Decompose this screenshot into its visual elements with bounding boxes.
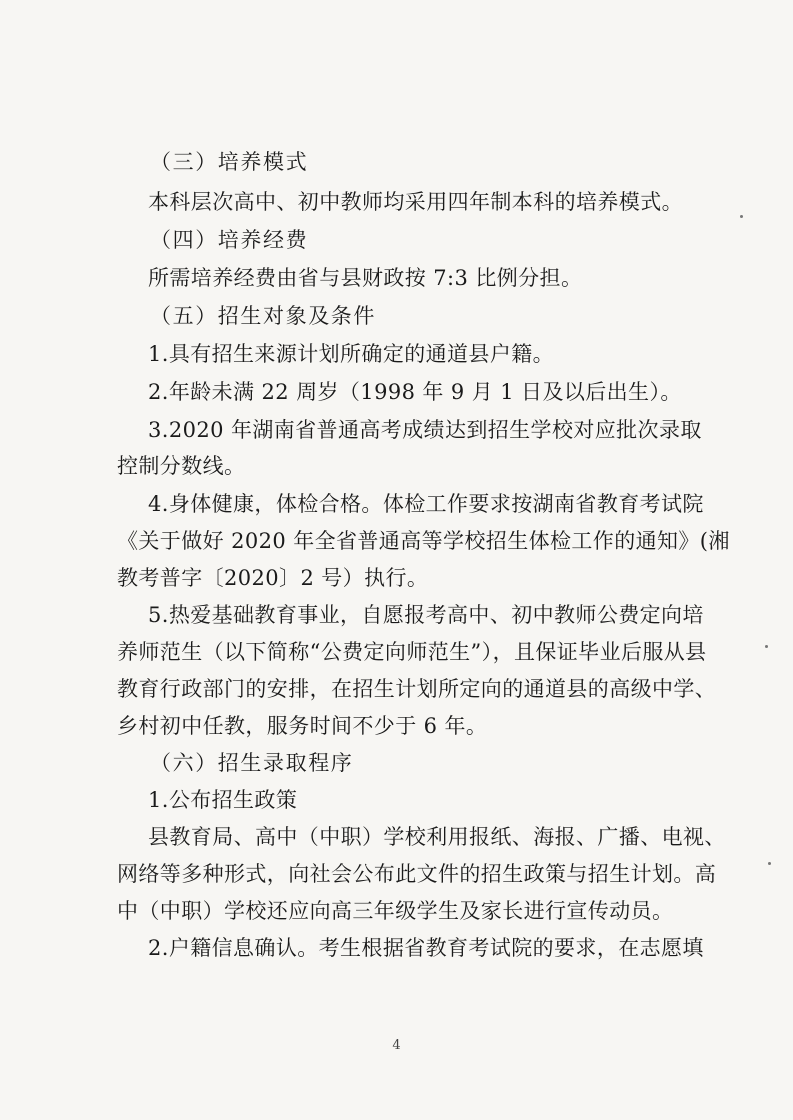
paragraph-line: 1.具有招生来源计划所确定的通道县户籍。 [148,342,555,366]
paragraph-line: 养师范生（以下简称“公费定向师范生”），且保证毕业后服从县 [117,640,707,664]
section-heading-admission-procedure: （六）招生录取程序 [150,751,354,775]
paragraph-line: 2.户籍信息确认。考生根据省教育考试院的要求，在志愿填 [148,936,704,960]
paragraph-line: 教育行政部门的安排，在招生计划所定向的通道县的高级中学、 [117,677,717,701]
paragraph-line: 2.年龄未满 22 周岁（1998 年 9 月 1 日及以后出生）。 [148,380,682,404]
paragraph-line: 3.2020 年湖南省普通高考成绩达到招生学校对应批次录取 [148,418,702,442]
paragraph-line: 中（中职）学校还应向高三年级学生及家长进行宣传动员。 [117,899,674,923]
section-heading-enrollment-conditions: （五）招生对象及条件 [150,304,376,328]
paragraph-line: 《关于做好 2020 年全省普通高等学校招生体检工作的通知》(湘 [117,529,730,553]
paragraph-line: 控制分数线。 [117,454,246,478]
scan-speck [740,215,743,218]
paragraph-line: 5.热爱基础教育事业，自愿报考高中、初中教师公费定向培 [148,603,704,627]
paragraph-line: 4.身体健康，体检合格。体检工作要求按湖南省教育考试院 [148,492,704,516]
paragraph-line: 网络等多种形式，向社会公布此文件的招生政策与招生计划。高 [117,862,717,886]
section-heading-training-mode: （三）培养模式 [150,150,309,174]
scan-speck [768,862,771,865]
paragraph-line: 1.公布招生政策 [148,788,298,812]
section-heading-training-funding: （四）培养经费 [150,228,309,252]
paragraph-line: 教考普字〔2020〕2 号）执行。 [117,566,429,590]
page-number: 4 [392,1038,401,1053]
paragraph-line: 县教育局、高中（中职）学校利用报纸、海报、广播、电视、 [148,825,726,849]
paragraph-line: 所需培养经费由省与县财政按 7:3 比例分担。 [148,266,583,290]
paragraph-line: 本科层次高中、初中教师均采用四年制本科的培养模式。 [148,190,683,214]
paragraph-line: 乡村初中任教，服务时间不少于 6 年。 [117,714,488,738]
scan-speck [765,645,768,648]
